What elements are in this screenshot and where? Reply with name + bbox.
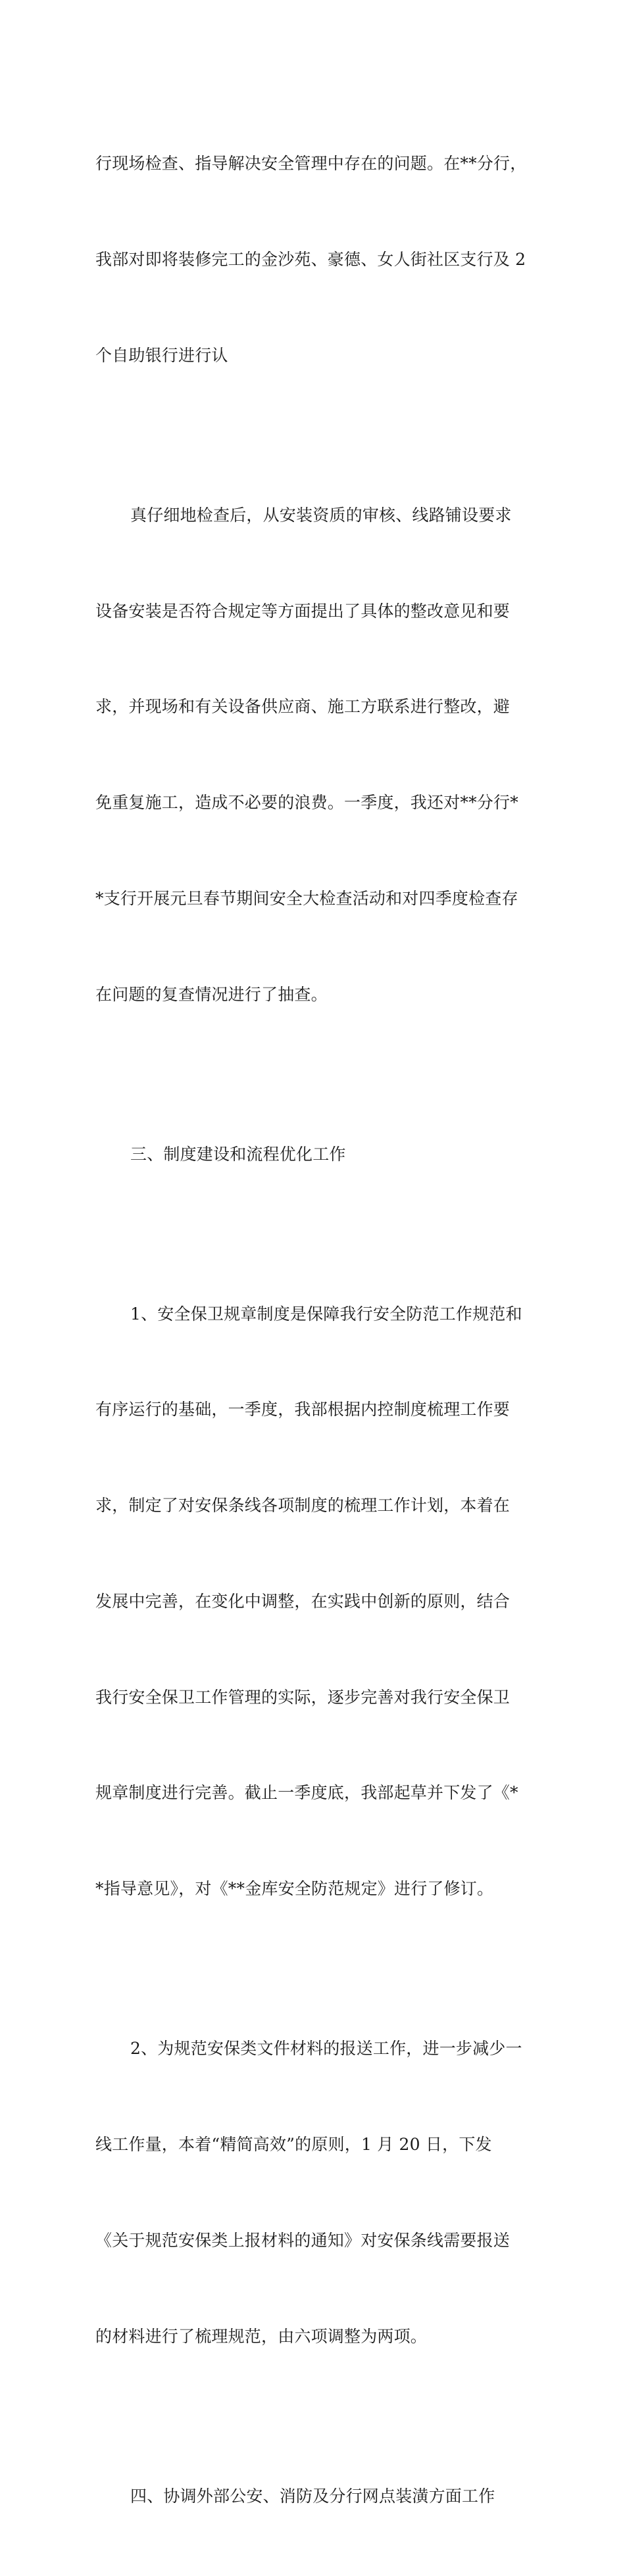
text-line: 求，制定了对安保条线各项制度的梳理工作计划，本着在 bbox=[95, 1496, 511, 1515]
text-line: 有序运行的基础，一季度，我部根据内控制度梳理工作要 bbox=[95, 1400, 511, 1419]
paragraph-reporting-standard bbox=[95, 1969, 533, 2416]
text-line: 真仔细地检查后，从安装资质的审核、线路铺设要求 bbox=[130, 505, 512, 525]
text-line: 发展中完善，在变化中调整，在实践中创新的原则，结合 bbox=[95, 1591, 511, 1611]
text-line: 个自助银行进行认 bbox=[95, 345, 228, 365]
text-line: 规章制度进行完善。截止一季度底，我部起草并下发了《* bbox=[95, 1783, 518, 1803]
section-heading-3 bbox=[95, 1074, 533, 1234]
text-line: 在问题的复查情况进行了抽查。 bbox=[95, 984, 328, 1004]
text-line: 1、安全保卫规章制度是保障我行安全防范工作规范和 bbox=[130, 1304, 522, 1324]
section-heading-4 bbox=[95, 2416, 533, 2576]
text-line: 行现场检查、指导解决安全管理中存在的问题。在**分行， bbox=[95, 154, 527, 174]
text-line: 线工作量，本着“精简高效”的原则，1 月 20 日，下发 bbox=[95, 2135, 492, 2154]
paragraph-rules-system bbox=[95, 1234, 533, 1969]
text-line: 我行安全保卫工作管理的实际，逐步完善对我行安全保卫 bbox=[95, 1687, 511, 1707]
text-line: 的材料进行了梳理规范，由六项调整为两项。 bbox=[95, 2326, 428, 2346]
text-line: 我部对即将装修完工的金沙苑、豪德、女人街社区支行及 2 bbox=[95, 249, 526, 269]
heading-line: 四、协调外部公安、消防及分行网点装潢方面工作 bbox=[130, 2486, 495, 2506]
text-line: *支行开展元旦春节期间安全大检查活动和对四季度检查存 bbox=[95, 888, 518, 908]
paragraph-inspection-continued bbox=[95, 84, 533, 436]
text-line: 设备安装是否符合规定等方面提出了具体的整改意见和要 bbox=[95, 601, 511, 621]
text-line: 2、为规范安保类文件材料的报送工作，进一步减少一 bbox=[130, 2039, 522, 2059]
text-line: 免重复施工，造成不必要的浪费。一季度，我还对**分行* bbox=[95, 793, 518, 813]
heading-line: 三、制度建设和流程优化工作 bbox=[130, 1144, 346, 1164]
text-line: 《关于规范安保类上报材料的通知》对安保条线需要报送 bbox=[95, 2230, 511, 2250]
document-body bbox=[95, 84, 533, 2576]
text-line: *指导意见》，对《**金库安全防范规定》进行了修订。 bbox=[95, 1879, 494, 1899]
text-line: 求，并现场和有关设备供应商、施工方联系进行整改，避 bbox=[95, 697, 511, 717]
paragraph-inspection-details bbox=[95, 436, 533, 1075]
